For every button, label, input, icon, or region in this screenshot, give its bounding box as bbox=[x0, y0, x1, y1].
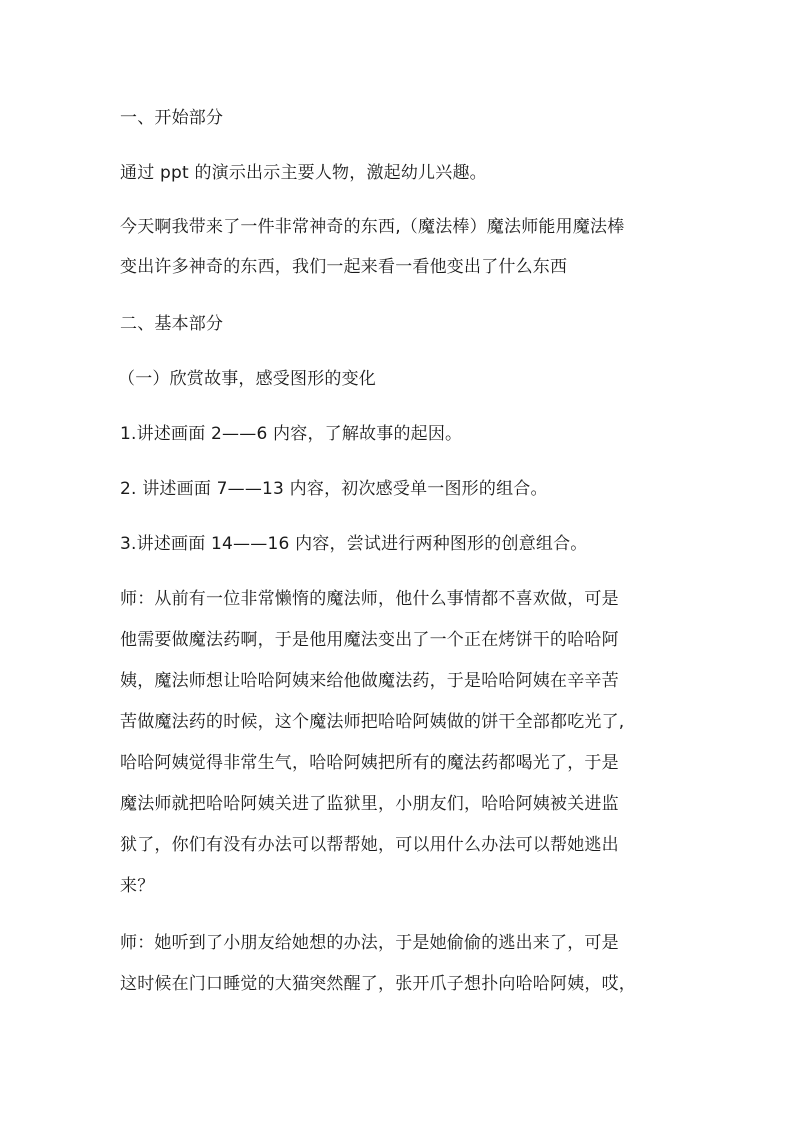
story-line: 师：从前有一位非常懒惰的魔法师，他什么事情都不喜欢做，可是 bbox=[120, 589, 619, 609]
part2-heading: 二、基本部分 bbox=[120, 314, 224, 334]
story-line: 这时候在门口睡觉的大猫突然醒了，张开爪子想扑向哈哈阿姨，哎， bbox=[120, 974, 636, 994]
story-line: 师：她听到了小朋友给她想的办法，于是她偷偷的逃出来了，可是 bbox=[120, 933, 619, 953]
story-line: 他需要做魔法药啊，于是他用魔法变出了一个正在烤饼干的哈哈阿 bbox=[120, 630, 619, 650]
story-line: 哈哈阿姨觉得非常生气，哈哈阿姨把所有的魔法药都喝光了，于是 bbox=[120, 753, 619, 773]
step-item: 2. 讲述画面 7——13 内容，初次感受单一图形的组合。 bbox=[120, 479, 548, 499]
part1-text-line: 今天啊我带来了一件非常神奇的东西,（魔法棒）魔法师能用魔法棒 bbox=[120, 217, 625, 237]
part1-text-line: 变出许多神奇的东西，我们一起来看一看他变出了什么东西 bbox=[120, 257, 568, 277]
step-item: 3.讲述画面 14——16 内容，尝试进行两种图形的创意组合。 bbox=[120, 534, 588, 554]
sub-heading: （一）欣赏故事，感受图形的变化 bbox=[118, 369, 376, 389]
part1-intro: 通过 ppt 的演示出示主要人物，激起幼儿兴趣。 bbox=[120, 163, 487, 183]
story-line: 魔法师就把哈哈阿姨关进了监狱里，小朋友们，哈哈阿姨被关进监 bbox=[120, 794, 619, 814]
part1-heading: 一、开始部分 bbox=[120, 108, 224, 128]
story-line: 姨，魔法师想让哈哈阿姨来给他做魔法药，于是哈哈阿姨在辛辛苦 bbox=[120, 671, 619, 691]
step-item: 1.讲述画面 2——6 内容，了解故事的起因。 bbox=[120, 424, 463, 444]
story-line: 狱了，你们有没有办法可以帮帮她，可以用什么办法可以帮她逃出 bbox=[120, 835, 619, 855]
story-line: 苦做魔法药的时候，这个魔法师把哈哈阿姨做的饼干全部都吃光了, bbox=[120, 712, 625, 732]
story-line: 来？ bbox=[120, 876, 155, 896]
